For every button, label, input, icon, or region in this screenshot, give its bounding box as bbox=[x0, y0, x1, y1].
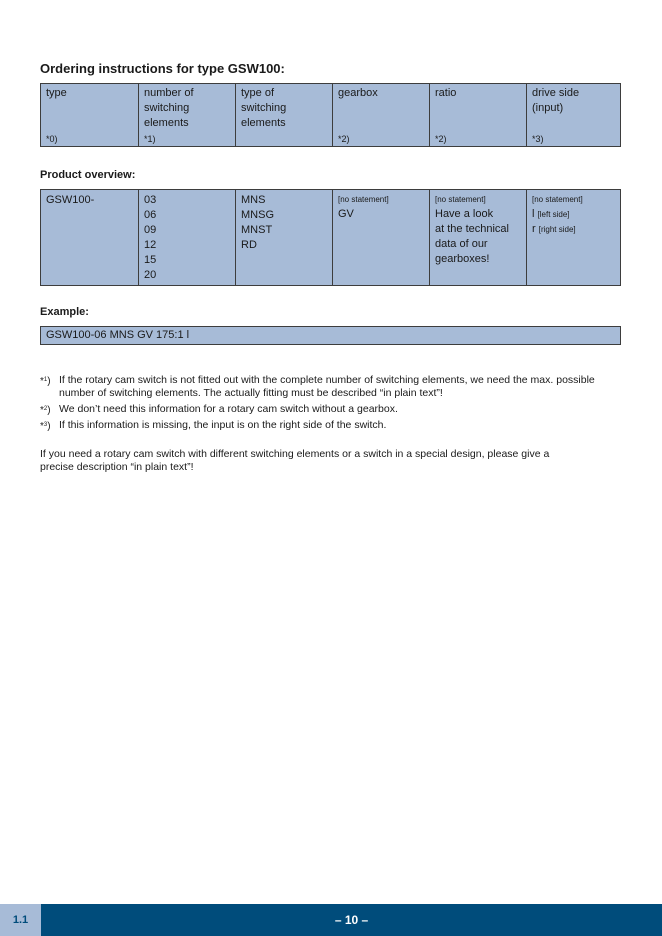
footer-bar bbox=[0, 904, 662, 936]
list-item: 09 bbox=[144, 224, 157, 236]
column-label: drive side (input) bbox=[532, 87, 580, 114]
footnote bbox=[40, 403, 620, 416]
column-note: *0) bbox=[46, 134, 58, 144]
column-note: *3) bbox=[532, 134, 544, 144]
footnote bbox=[40, 419, 620, 432]
no-statement-label: [no statement] bbox=[338, 195, 389, 204]
list-item: 03 bbox=[144, 194, 157, 206]
column-label: type of switching elements bbox=[241, 87, 287, 129]
list-item: at the technical bbox=[435, 223, 509, 235]
list-item: 12 bbox=[144, 239, 157, 251]
ordering-table bbox=[40, 83, 621, 147]
overview-element-types bbox=[236, 190, 333, 286]
no-statement-label: [no statement] bbox=[435, 195, 486, 204]
list-item: 15 bbox=[144, 254, 157, 266]
footnote bbox=[40, 374, 620, 400]
list-item: MNSG bbox=[241, 209, 274, 221]
list-item: MNS bbox=[241, 194, 266, 206]
column-number-of-elements bbox=[139, 84, 236, 147]
overview-ratio bbox=[430, 190, 527, 286]
footnote-marker: *$^2$) bbox=[40, 405, 51, 416]
list-item bbox=[532, 207, 615, 222]
list-item: MNST bbox=[241, 224, 273, 236]
column-type bbox=[41, 84, 139, 147]
list-item: GV bbox=[338, 208, 354, 220]
special-design-paragraph: If you need a rotary cam switch with different switching elements or a switch in a special design, please give a precise description “in plain text”! bbox=[40, 448, 550, 473]
product-overview-heading: Product overview: bbox=[40, 169, 136, 181]
type-value: GSW100- bbox=[46, 194, 95, 206]
column-label: type bbox=[46, 87, 67, 99]
overview-type bbox=[41, 190, 139, 286]
column-label: gearbox bbox=[338, 87, 378, 99]
column-note: *2) bbox=[338, 134, 350, 144]
column-element-type bbox=[236, 84, 333, 147]
left-label: [left side] bbox=[537, 210, 570, 219]
list-item: 06 bbox=[144, 209, 157, 221]
example-heading: Example: bbox=[40, 306, 89, 318]
overview-drive-side bbox=[527, 190, 621, 286]
column-label: ratio bbox=[435, 87, 457, 99]
right-code: r bbox=[532, 223, 536, 235]
overview-number-of-elements bbox=[139, 190, 236, 286]
list-item: Have a look bbox=[435, 208, 494, 220]
column-label: number of switching elements bbox=[144, 87, 194, 129]
no-statement-label: [no statement] bbox=[532, 195, 583, 204]
column-gearbox bbox=[333, 84, 430, 147]
page-title: Ordering instructions for type GSW100: bbox=[40, 61, 285, 76]
column-ratio bbox=[430, 84, 527, 147]
list-item bbox=[532, 222, 615, 237]
column-note: *2) bbox=[435, 134, 447, 144]
list-item: gearboxes! bbox=[435, 253, 490, 265]
footnote-text: We don’t need this information for a rotary cam switch without a gearbox. bbox=[59, 403, 398, 415]
list-item: RD bbox=[241, 239, 257, 251]
footnotes bbox=[40, 374, 620, 435]
list-item: data of our bbox=[435, 238, 488, 250]
column-drive-side bbox=[527, 84, 621, 147]
footnote-text: If this information is missing, the input is on the right side of the switch. bbox=[59, 419, 387, 431]
list-item: 20 bbox=[144, 269, 157, 281]
left-code: l bbox=[532, 208, 535, 220]
product-overview-table bbox=[40, 189, 621, 286]
footnote-text: If the rotary cam switch is not fitted out with the complete number of switching elements, we need the max. possible number of switching elements. The actually fitting must be described “in plain text”! bbox=[59, 374, 595, 399]
section-number: 1.1 bbox=[0, 904, 41, 936]
overview-gearbox bbox=[333, 190, 430, 286]
footnote-marker: *$^3$) bbox=[40, 421, 51, 432]
footnote-marker: *$^1$) bbox=[40, 376, 51, 387]
example-value: GSW100-06 MNS GV 175:1 l bbox=[40, 326, 621, 345]
right-label: [right side] bbox=[538, 225, 576, 234]
page-number: – 10 – bbox=[334, 913, 369, 927]
column-note: *1) bbox=[144, 134, 156, 144]
